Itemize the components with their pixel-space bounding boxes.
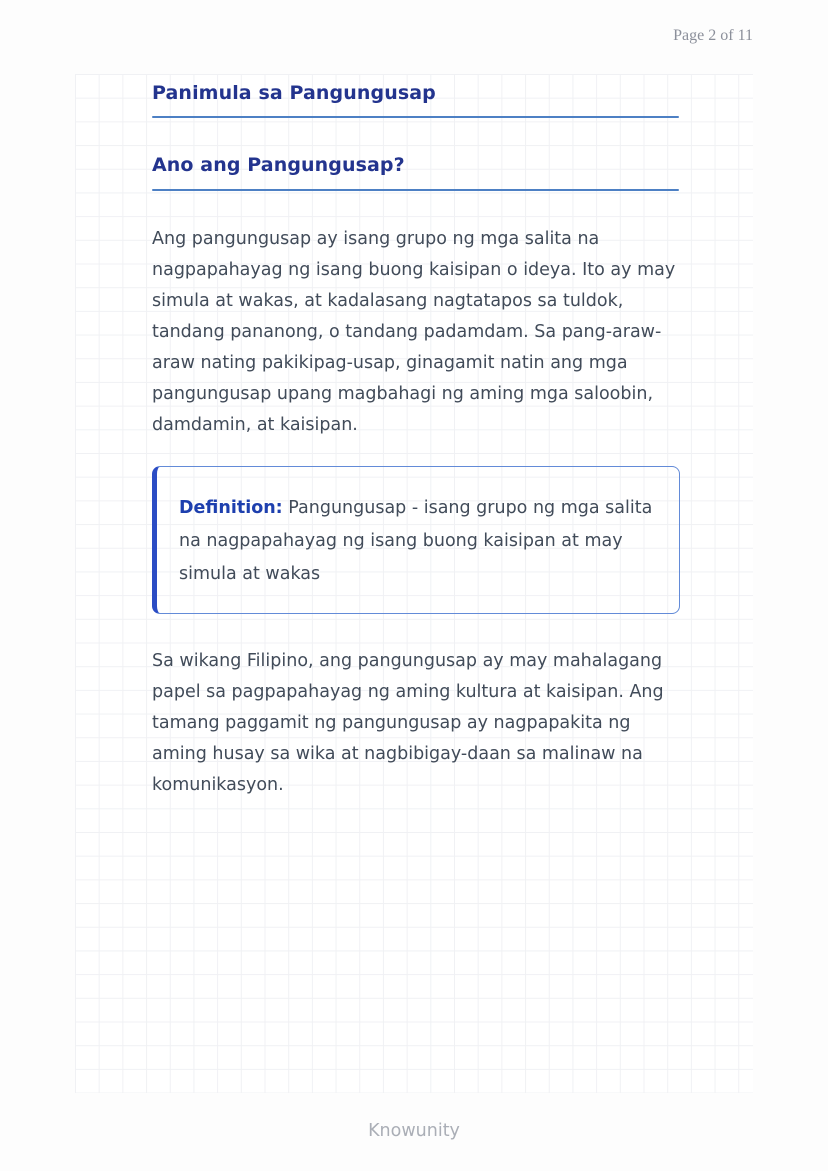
body-paragraph-2: Sa wikang Filipino, ang pangungusap ay may mahalagang papel sa pagpapahayag ng aming kultura at kaisipan. Ang tamang paggamit ng pangungusap ay nagpapakita ng aming husay sa wika at nagbibigay-daan sa malinaw na komunikasyon. [152, 651, 664, 795]
notes-sheet [75, 74, 753, 1093]
section-title-underline [152, 116, 679, 118]
body-paragraph-1: Ang pangungusap ay isang grupo ng mga salita na nagpapahayag ng isang buong kaisipan o ideya. Ito ay may simula at wakas, at kadalasang nagtatapos sa tuldok, tandang pananong, o tandang padamdam. Sa pang-araw-araw nating pakikipag-usap, ginagamit natin ang mga pangungusap upang magbahagi ng aming mga saloobin, damdamin, at kaisipan. [152, 229, 676, 435]
section-title: Panimula sa Pangungusap [152, 82, 436, 104]
definition-text [179, 492, 655, 591]
definition-body: Pangungusap - isang grupo ng mga salita na nagpapahayag ng isang buong kaisipan at may simula at wakas [179, 498, 653, 584]
definition-label: Definition: [179, 498, 283, 518]
footer-brand: Knowunity [368, 1121, 460, 1141]
subsection-title: Ano ang Pangungusap? [152, 154, 405, 176]
definition-callout [152, 466, 680, 614]
subsection-title-underline [152, 189, 679, 191]
page-indicator: Page 2 of 11 [673, 27, 753, 44]
